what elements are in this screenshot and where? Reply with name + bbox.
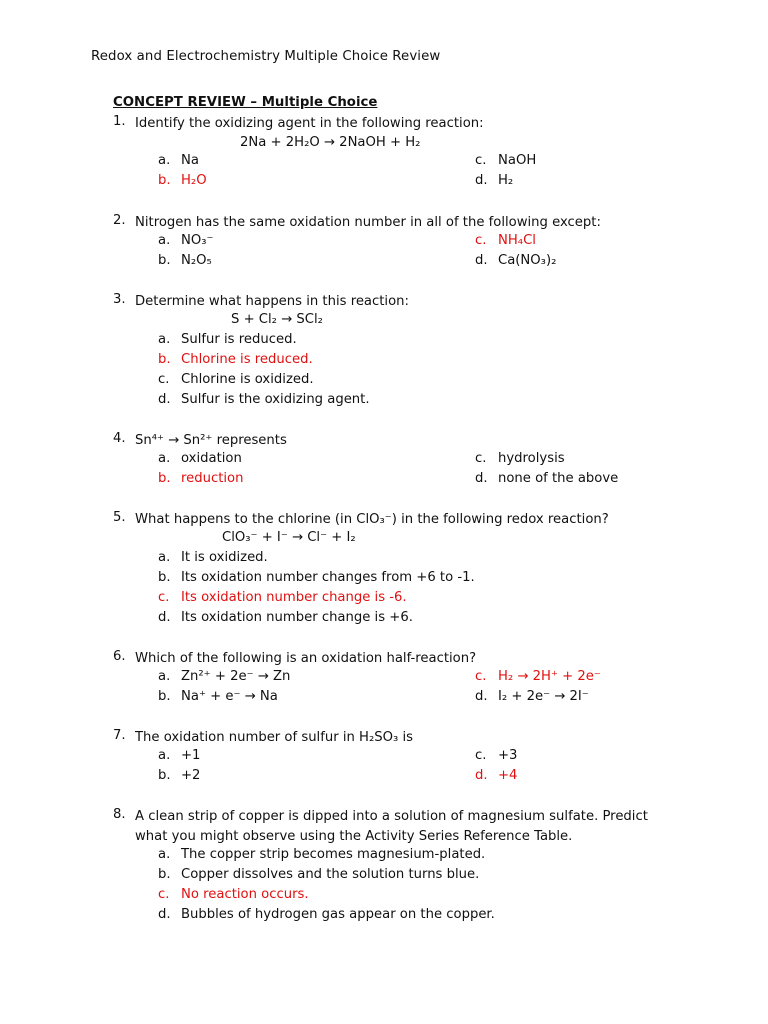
question-text: A clean strip of copper is dipped into a solution of magnesium sulfate. Predict what you might observe using the Activity Series Reference Table. [135, 809, 648, 844]
option-a: a. oxidation [158, 451, 242, 466]
option-a: a. The copper strip becomes magnesium-plated. [158, 847, 486, 862]
question-text: What happens to the chlorine (in ClO₃⁻) in the following redox reaction? [135, 512, 609, 527]
option-d: d. I₂ + 2e⁻ → 2I⁻ [475, 689, 589, 704]
option-d: d. Ca(NO₃)₂ [475, 253, 557, 268]
option-a: a. Na [158, 153, 199, 168]
option-c-correct: c. Its oxidation number change is -6. [158, 590, 407, 605]
question-number: 1. [113, 114, 126, 129]
option-c: c. Chlorine is oxidized. [158, 372, 314, 387]
option-c: c. NaOH [475, 153, 537, 168]
option-c: c. hydrolysis [475, 451, 565, 466]
question-number: 7. [113, 728, 126, 743]
option-b: b. Na⁺ + e⁻ → Na [158, 689, 278, 704]
option-b-correct: b. Chlorine is reduced. [158, 352, 313, 367]
option-d: d. H₂ [475, 173, 514, 188]
question-number: 3. [113, 292, 126, 307]
question-text: Nitrogen has the same oxidation number in all of the following except: [135, 215, 601, 230]
equation: 2Na + 2H₂O → 2NaOH + H₂ [240, 135, 421, 150]
option-d: d. Bubbles of hydrogen gas appear on the copper. [158, 907, 495, 922]
option-d: d. none of the above [475, 471, 619, 486]
option-c-correct: c. NH₄Cl [475, 233, 536, 248]
option-a: a. NO₃⁻ [158, 233, 214, 248]
option-b: b. Copper dissolves and the solution turns blue. [158, 867, 480, 882]
question-text: Which of the following is an oxidation half-reaction? [135, 651, 477, 666]
option-b: b. Its oxidation number changes from +6 to -1. [158, 570, 475, 585]
question-text: Determine what happens in this reaction: [135, 294, 409, 309]
option-c: c. +3 [475, 748, 518, 763]
question-number: 2. [113, 213, 126, 228]
question-text: Sn⁴⁺ → Sn²⁺ represents [135, 433, 287, 448]
question-number: 6. [113, 649, 126, 664]
document-title: Redox and Electrochemistry Multiple Choice Review [91, 49, 441, 64]
option-d: d. Its oxidation number change is +6. [158, 610, 413, 625]
option-a: a. It is oxidized. [158, 550, 268, 565]
option-d-correct: d. +4 [475, 768, 518, 783]
question-number: 5. [113, 510, 126, 525]
question-number: 8. [113, 807, 126, 822]
option-c-correct: c. H₂ → 2H⁺ + 2e⁻ [475, 669, 601, 684]
question-text: Identify the oxidizing agent in the following reaction: [135, 116, 484, 131]
section-title: CONCEPT REVIEW – Multiple Choice [113, 95, 378, 110]
option-b-correct: b. reduction [158, 471, 244, 486]
option-b: b. N₂O₅ [158, 253, 212, 268]
option-a: a. +1 [158, 748, 201, 763]
equation: S + Cl₂ → SCl₂ [231, 312, 323, 327]
option-a: a. Zn²⁺ + 2e⁻ → Zn [158, 669, 291, 684]
option-a: a. Sulfur is reduced. [158, 332, 297, 347]
option-b-correct: b. H₂O [158, 173, 207, 188]
question-number: 4. [113, 431, 126, 446]
option-c-correct: c. No reaction occurs. [158, 887, 309, 902]
option-b: b. +2 [158, 768, 201, 783]
question-text: The oxidation number of sulfur in H₂SO₃ is [135, 730, 414, 745]
option-d: d. Sulfur is the oxidizing agent. [158, 392, 370, 407]
equation: ClO₃⁻ + I⁻ → Cl⁻ + I₂ [222, 530, 356, 545]
